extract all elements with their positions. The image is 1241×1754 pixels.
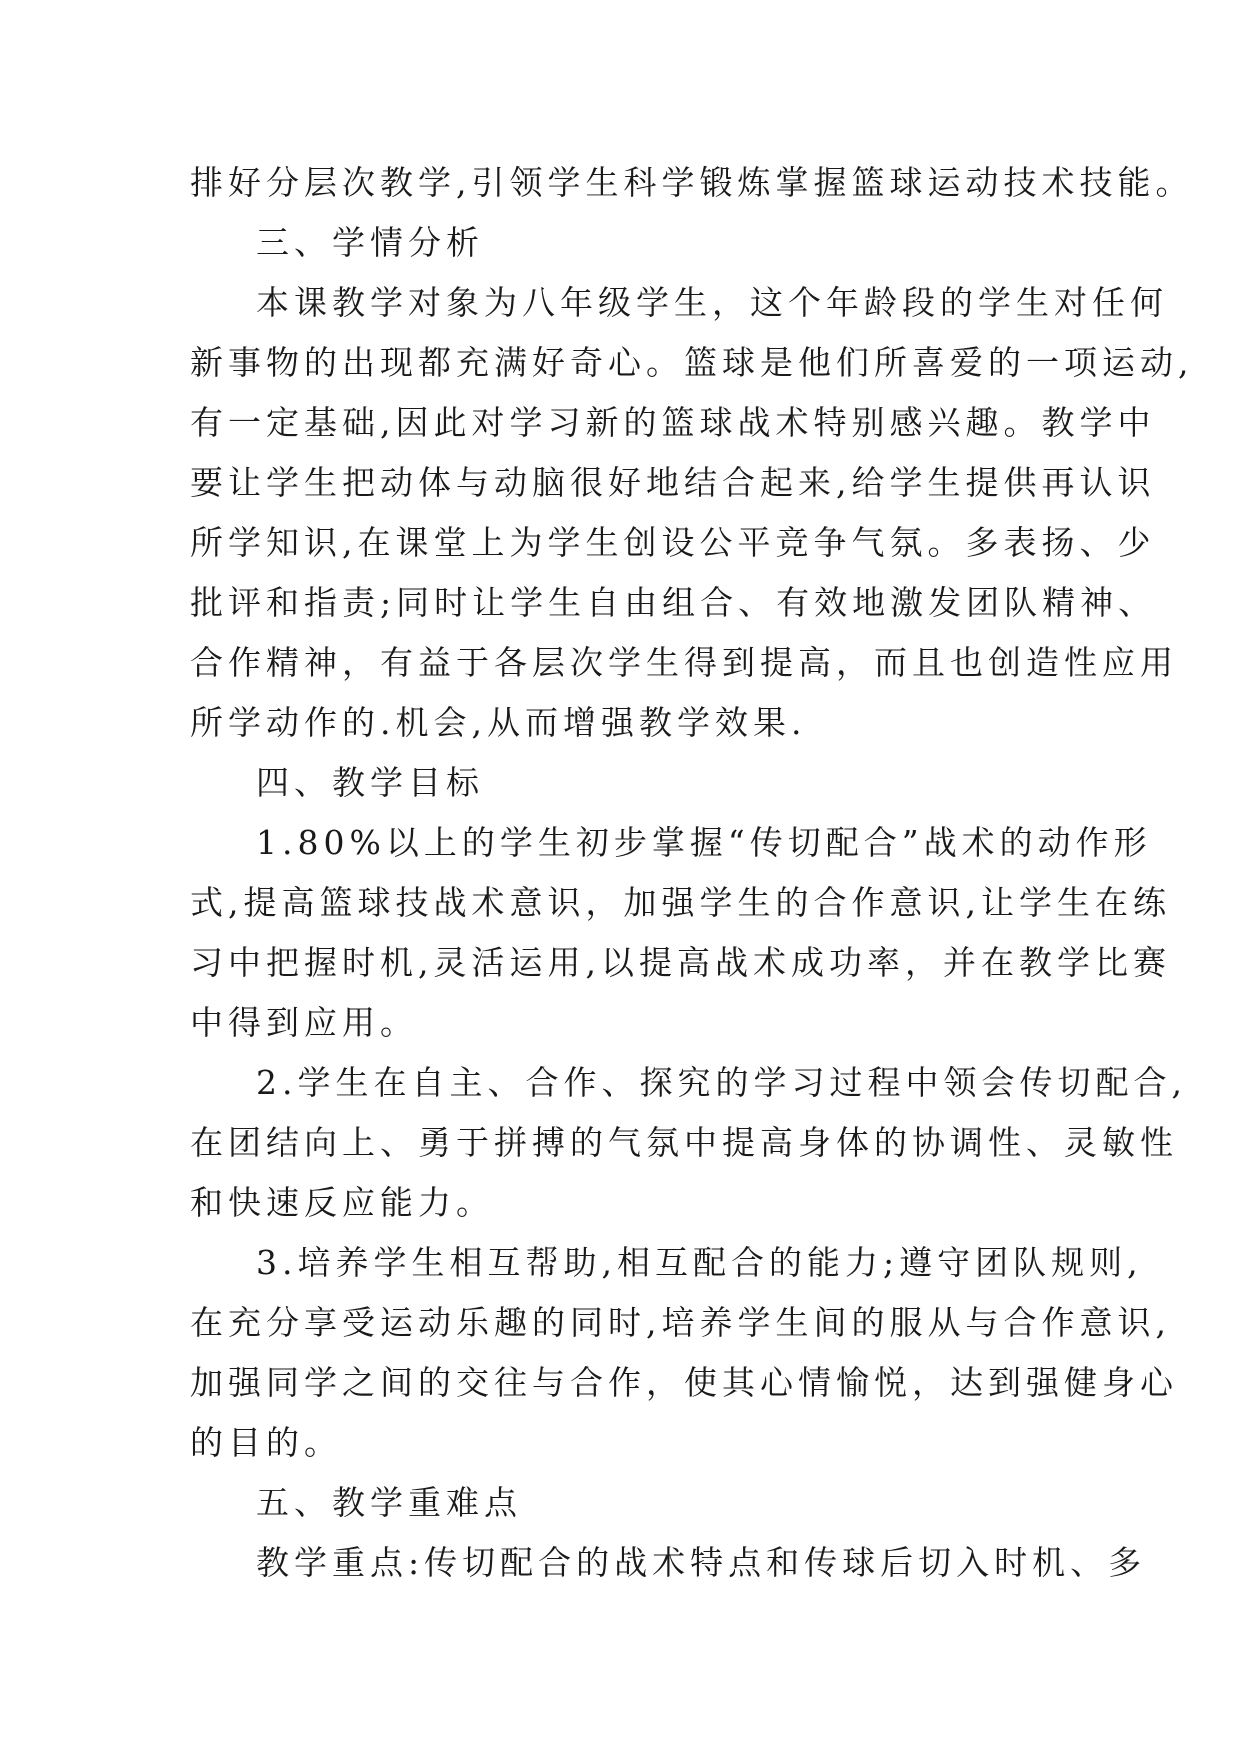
paragraph-line: 2.学生在自主、合作、探究的学习过程中领会传切配合,: [256, 1063, 1187, 1102]
section-heading: 五、教学重难点: [256, 1483, 522, 1522]
paragraph-line: 要让学生把动体与动脑很好地结合起来,给学生提供再认识: [190, 463, 1156, 502]
paragraph-line: 教学重点:传切配合的战术特点和传球后切入时机、多: [256, 1543, 1147, 1582]
paragraph-line: 式,提高篮球技战术意识，加强学生的合作意识,让学生在练: [190, 883, 1171, 922]
paragraph-line: 和快速反应能力。: [190, 1183, 494, 1222]
paragraph-line: 的目的。: [190, 1423, 342, 1462]
paragraph-line: 所学动作的.机会,从而增强教学效果.: [190, 703, 807, 742]
paragraph-line: 合作精神，有益于各层次学生得到提高，而且也创造性应用: [190, 643, 1178, 682]
paragraph-line: 所学知识,在课堂上为学生创设公平竞争气氛。多表扬、少: [190, 523, 1156, 562]
paragraph-line: 批评和指责;同时让学生自由组合、有效地激发团队精神、: [190, 583, 1157, 622]
section-heading: 四、教学目标: [256, 763, 484, 802]
paragraph-line: 中得到应用。: [190, 1003, 418, 1042]
paragraph-line: 3.培养学生相互帮助,相互配合的能力;遵守团队规则,: [256, 1243, 1143, 1282]
paragraph-line: 排好分层次教学,引领学生科学锻炼掌握篮球运动技术技能。: [190, 163, 1194, 202]
paragraph-line: 新事物的出现都充满好奇心。篮球是他们所喜爱的一项运动,: [190, 343, 1194, 382]
paragraph-line: 加强同学之间的交往与合作，使其心情愉悦，达到强健身心: [190, 1363, 1178, 1402]
paragraph-line: 在充分享受运动乐趣的同时,培养学生间的服从与合作意识,: [190, 1303, 1171, 1342]
paragraph-line: 在团结向上、勇于拼搏的气氛中提高身体的协调性、灵敏性: [190, 1123, 1178, 1162]
section-heading: 三、学情分析: [256, 223, 484, 262]
paragraph-line: 本课教学对象为八年级学生，这个年龄段的学生对任何: [256, 283, 1168, 322]
paragraph-line: 1.80%以上的学生初步掌握“传切配合”战术的动作形: [256, 823, 1152, 862]
paragraph-line: 有一定基础,因此对学习新的篮球战术特别感兴趣。教学中: [190, 403, 1156, 442]
paragraph-line: 习中把握时机,灵活运用,以提高战术成功率，并在教学比赛: [190, 943, 1171, 982]
